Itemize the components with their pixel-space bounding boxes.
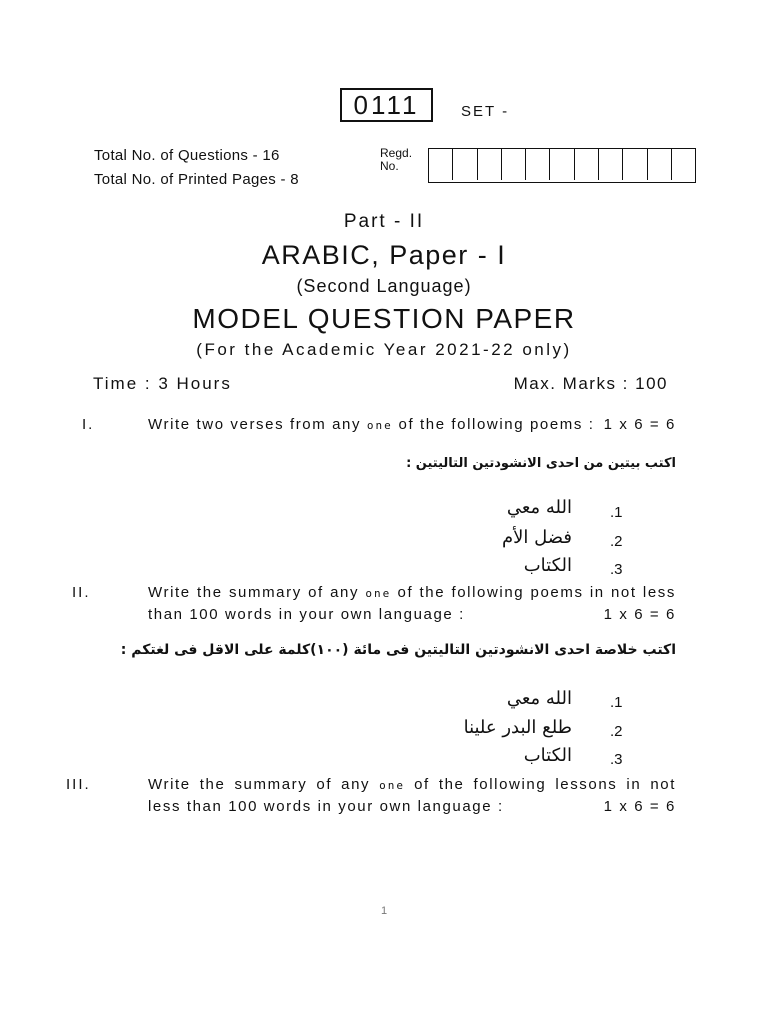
registration-number-boxes [428, 148, 696, 183]
regd-digit-box [575, 149, 599, 180]
option-number: .1 [610, 694, 623, 711]
option-text: الكتاب [523, 555, 572, 576]
emphasis-word: one [379, 779, 406, 792]
option-text: فضل الأم [502, 527, 572, 548]
option-number: .2 [610, 723, 623, 740]
option-number: .3 [610, 751, 623, 768]
regd-digit-box [648, 149, 672, 180]
regd-digit-box [526, 149, 550, 180]
question-text-part: of the following lessons in not [405, 776, 676, 793]
question-number: I. [82, 416, 95, 433]
language-label: (Second Language) [296, 276, 472, 296]
subject-title: ARABIC, Paper - I [261, 240, 507, 270]
question-text-line [148, 582, 676, 605]
emphasis-word: one [366, 419, 393, 432]
option-text: الكتاب [523, 745, 572, 766]
paper-type-title: MODEL QUESTION PAPER [192, 303, 576, 334]
regd-digit-box [453, 149, 477, 180]
paper-code: 0111 [340, 88, 433, 122]
regd-digit-box [478, 149, 502, 180]
question-text [148, 414, 676, 437]
arabic-instruction: اكتب بيتين من احدى الانشودتين التاليتين : [406, 456, 676, 471]
question-number: III. [66, 776, 91, 793]
question-text-part: less than 100 words in your own language : [148, 798, 504, 815]
regd-label-line1: Regd. [380, 146, 413, 160]
option-text: الله معي [506, 497, 572, 518]
option-number: .1 [610, 504, 623, 521]
question-text-part: than 100 words in your own language : [148, 606, 465, 623]
regd-digit-box [623, 149, 647, 180]
question-text-part: of the following poems in not less [391, 584, 677, 601]
question-text-part: Write two verses from any [148, 416, 367, 433]
question-text-line [148, 774, 676, 797]
question-text-part: Write the summary of any [148, 584, 366, 601]
regd-label-line2: No. [380, 159, 399, 173]
question-number: II. [72, 584, 91, 601]
question-text-line [148, 796, 676, 818]
question-marks: 1 x 6 = 6 [603, 606, 676, 623]
option-text: الله معي [506, 688, 572, 709]
regd-label [380, 147, 412, 173]
question-text-line [148, 604, 676, 626]
total-questions: Total No. of Questions - 16 [94, 147, 280, 164]
option-text: طلع البدر علينا [463, 717, 572, 738]
regd-digit-box [550, 149, 574, 180]
question-marks: 1 x 6 = 6 [603, 416, 676, 433]
regd-digit-box [672, 149, 695, 180]
question-text-part: Write the summary of any [148, 776, 380, 793]
option-number: .2 [610, 533, 623, 550]
time-allowed: Time : 3 Hours [93, 374, 232, 393]
question-text-part: of the following poems : [392, 416, 595, 433]
arabic-instruction: اكتب خلاصة احدى الانشودتين التاليتين فى مائة (١٠٠)كلمة على الاقل فى لغتكم : [120, 642, 676, 658]
part-label: Part - II [343, 211, 425, 232]
option-number: .3 [610, 561, 623, 578]
set-label: SET - [461, 103, 510, 120]
page-number: 1 [380, 905, 388, 917]
regd-digit-box [502, 149, 526, 180]
max-marks: Max. Marks : 100 [513, 374, 668, 393]
emphasis-word: one [365, 587, 392, 600]
academic-year: (For the Academic Year 2021-22 only) [196, 340, 572, 359]
total-pages: Total No. of Printed Pages - 8 [94, 171, 299, 188]
regd-digit-box [599, 149, 623, 180]
question-marks: 1 x 6 = 6 [603, 798, 676, 815]
regd-digit-box [429, 149, 453, 180]
